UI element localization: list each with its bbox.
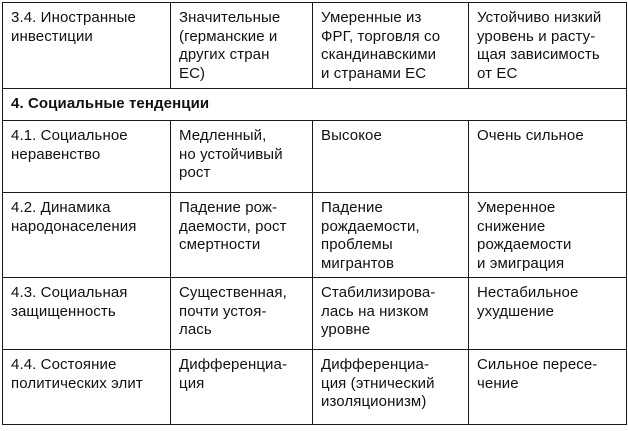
table-cell bbox=[171, 121, 313, 193]
cell-text: Значительные bbox=[179, 9, 281, 26]
cell-text: уровень и расту- bbox=[477, 27, 596, 45]
cell-text: лась bbox=[179, 321, 212, 338]
cell-text: щая зависимость bbox=[477, 46, 600, 63]
cell-text: скандинавскими bbox=[321, 46, 437, 63]
table-cell bbox=[313, 193, 469, 278]
cell-text: ция (этнический bbox=[321, 374, 435, 392]
cell-text: инвестиции bbox=[11, 27, 93, 45]
cell-text: Высокое bbox=[321, 127, 382, 144]
table-cell bbox=[313, 3, 469, 89]
cell-text: Очень сильное bbox=[477, 127, 584, 144]
cell-text: Медленный, bbox=[179, 127, 267, 144]
cell-text: Умеренные из bbox=[321, 9, 422, 26]
cell-text: Стабилизирова- bbox=[321, 284, 436, 301]
cell-text: 4.4. Состояние bbox=[11, 356, 117, 373]
cell-text: Умеренное bbox=[477, 199, 556, 216]
table-cell bbox=[469, 350, 627, 425]
table-cell bbox=[469, 193, 627, 278]
table-row-foreign-investment bbox=[3, 3, 627, 89]
table-cell bbox=[469, 121, 627, 193]
cell-text: политических элит bbox=[11, 374, 143, 392]
section-header-row bbox=[3, 89, 627, 121]
cell-text: Существенная, bbox=[179, 284, 287, 301]
cell-text: и эмиграция bbox=[477, 254, 565, 272]
table-cell bbox=[171, 3, 313, 89]
cell-text: других стран bbox=[179, 46, 270, 63]
cell-text: неравенство bbox=[11, 145, 101, 163]
cell-text: уровне bbox=[321, 321, 371, 338]
cell-text: защищенность bbox=[11, 302, 116, 320]
cell-text: Сильное пересе- bbox=[477, 356, 598, 373]
cell-text: рождаемости bbox=[477, 236, 572, 253]
table-cell bbox=[313, 350, 469, 425]
table-cell bbox=[171, 278, 313, 350]
cell-text: но устойчивый bbox=[179, 145, 283, 163]
cell-text: народонаселения bbox=[11, 217, 137, 235]
comparison-table bbox=[2, 2, 627, 425]
cell-text: 3.4. Иностранные bbox=[11, 9, 136, 26]
cell-text: Нестабильное bbox=[477, 284, 579, 301]
table-cell bbox=[313, 278, 469, 350]
row-label-cell bbox=[3, 121, 171, 193]
cell-text: почти устоя- bbox=[179, 302, 267, 320]
table-cell bbox=[469, 3, 627, 89]
cell-text: Дифференциа- bbox=[321, 356, 430, 373]
cell-text: мигрантов bbox=[321, 254, 395, 272]
table-cell bbox=[171, 193, 313, 278]
cell-text: 4.1. Социальное bbox=[11, 127, 128, 144]
row-label-cell bbox=[3, 3, 171, 89]
cell-text: рост bbox=[179, 164, 211, 181]
cell-text: чение bbox=[477, 374, 519, 392]
cell-text: Устойчиво низкий bbox=[477, 9, 602, 26]
cell-text: изоляционизм) bbox=[321, 393, 427, 410]
cell-text: рождаемости, bbox=[321, 217, 420, 235]
cell-text: Падение bbox=[321, 199, 383, 216]
cell-text: ФРГ, торговля со bbox=[321, 27, 441, 45]
table-row-political-elites bbox=[3, 350, 627, 425]
cell-text: (германские и bbox=[179, 27, 278, 45]
cell-text: Дифференциа- bbox=[179, 356, 288, 373]
cell-text: даемости, рост bbox=[179, 217, 287, 235]
cell-text: ЕС) bbox=[179, 64, 206, 82]
cell-text: и странами ЕС bbox=[321, 64, 427, 82]
cell-text: от ЕС bbox=[477, 64, 518, 82]
cell-text: лась на низком bbox=[321, 302, 429, 320]
cell-text: ухудшение bbox=[477, 302, 555, 320]
table-cell bbox=[469, 278, 627, 350]
table-cell bbox=[171, 350, 313, 425]
cell-text: ция bbox=[179, 374, 205, 392]
table-row-social-inequality bbox=[3, 121, 627, 193]
row-label-cell bbox=[3, 193, 171, 278]
row-label-cell bbox=[3, 350, 171, 425]
table-row-population-dynamics bbox=[3, 193, 627, 278]
section-title: 4. Социальные тенденции bbox=[3, 89, 627, 121]
cell-text: Падение рож- bbox=[179, 199, 278, 216]
row-label-cell bbox=[3, 278, 171, 350]
table-row-social-security bbox=[3, 278, 627, 350]
cell-text: проблемы bbox=[321, 236, 393, 253]
cell-text: смертности bbox=[179, 236, 261, 253]
table-cell bbox=[313, 121, 469, 193]
cell-text: 4.3. Социальная bbox=[11, 284, 128, 301]
cell-text: снижение bbox=[477, 217, 546, 235]
cell-text: 4.2. Динамика bbox=[11, 199, 111, 216]
